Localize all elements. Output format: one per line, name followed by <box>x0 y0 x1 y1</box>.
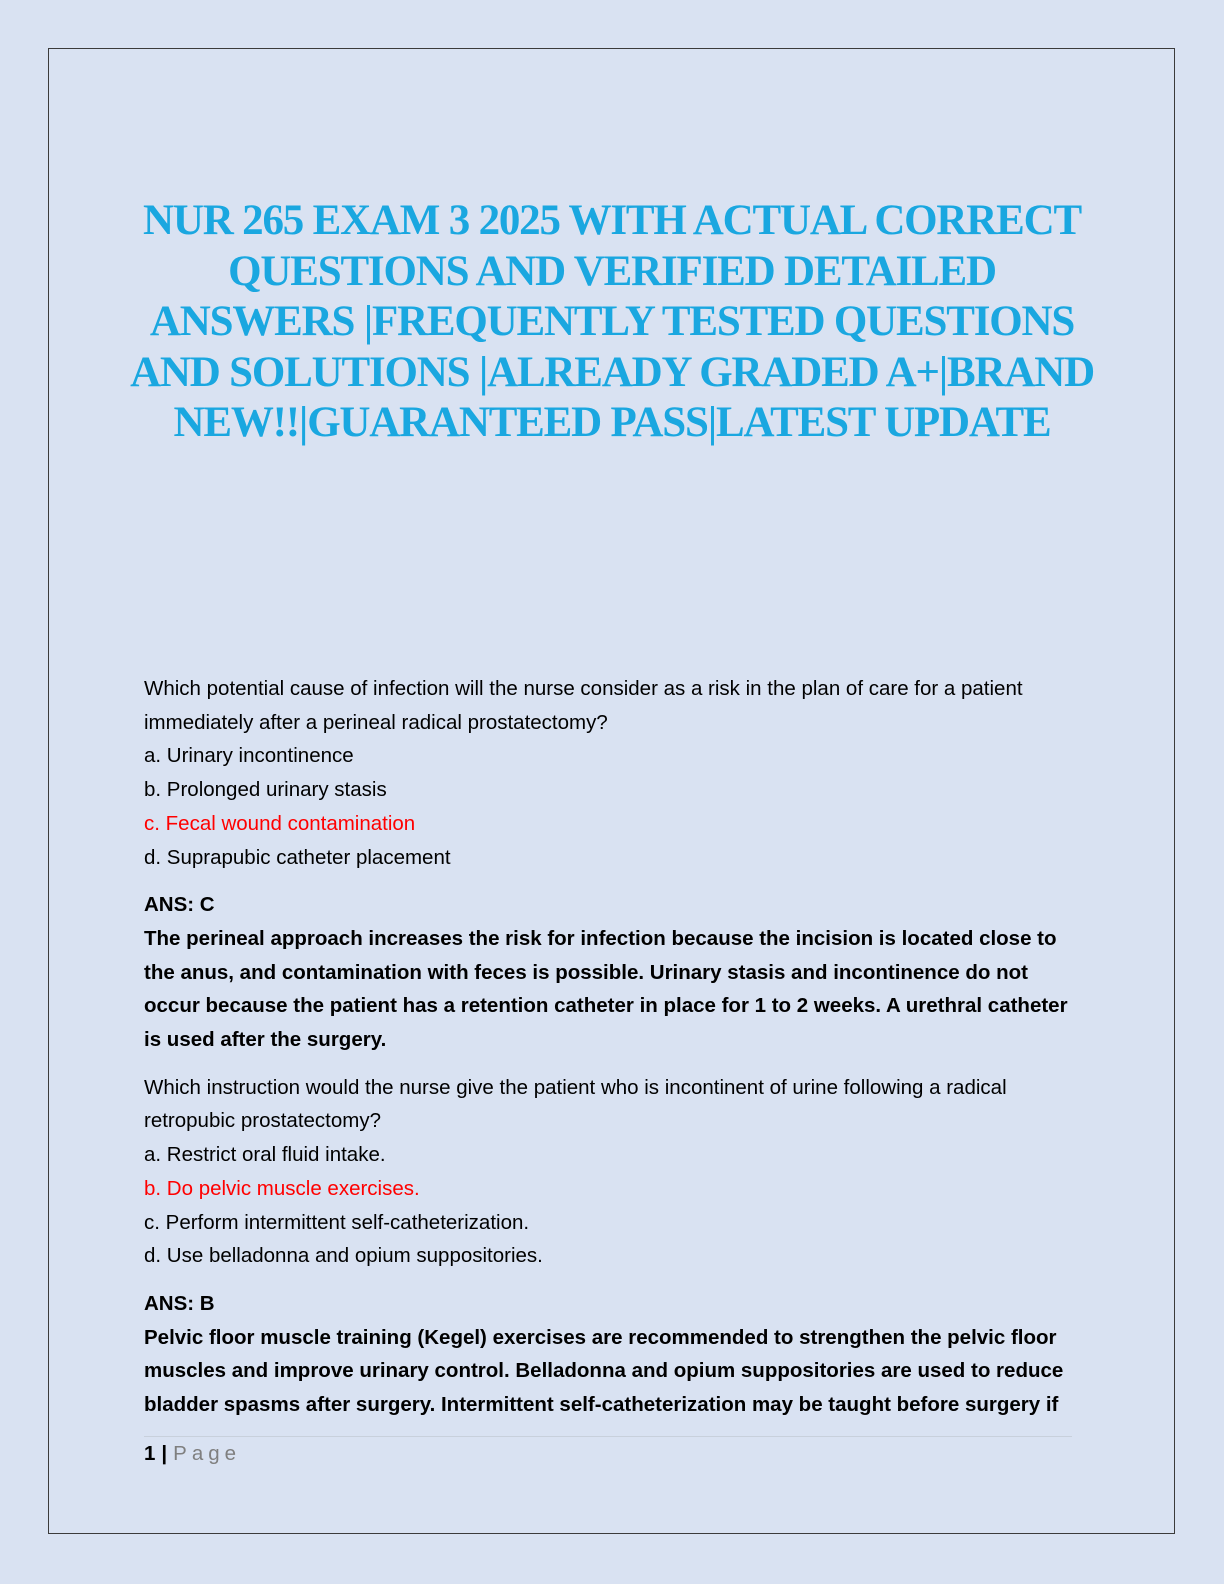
question-text: Which potential cause of infection will the nurse consider as a risk in the plan of care for a patient immediately after a perineal radical prostatectomy? <box>144 677 1023 734</box>
question-block <box>144 672 1084 1057</box>
document-body <box>144 672 1084 1422</box>
footer-divider <box>144 1436 1072 1437</box>
answer-rationale: Pelvic floor muscle training (Kegel) exercises are recommended to strengthen the pelvic floor muscles and improve urinary control. Belladonna and opium suppositories are used to reduce bladder spasms after surgery. Intermittent self-catheterization may be taught before surgery if <box>144 1325 1064 1417</box>
answer-option: d. Use belladonna and opium suppositories. <box>144 1244 543 1268</box>
answer-option: d. Suprapubic catheter placement <box>144 845 451 869</box>
answer-option: a. Urinary incontinence <box>144 744 354 768</box>
document-title: NUR 265 EXAM 3 2025 WITH ACTUAL CORRECT QUESTIONS AND VERIFIED DETAILED ANSWERS |FREQUENTLY TESTED QUESTIONS AND SOLUTIONS |ALREADY GRADED A+|BRAND NEW!!|GUARANTEED PASS|LATEST UPDATE <box>130 197 1094 446</box>
correct-answer-option: c. Fecal wound contamination <box>144 811 416 835</box>
answer-key: ANS: C <box>144 893 215 917</box>
page-footer <box>144 1441 241 1467</box>
answer-option: b. Prolonged urinary stasis <box>144 778 387 802</box>
answer-option: a. Restrict oral fluid intake. <box>144 1143 386 1167</box>
answer-option: c. Perform intermittent self-catheterization. <box>144 1210 530 1234</box>
question-text: Which instruction would the nurse give the patient who is incontinent of urine following a radical retropubic prostatectomy? <box>144 1075 1007 1133</box>
page-number: 1 <box>144 1442 156 1465</box>
page-label: Page <box>173 1442 242 1465</box>
answer-key: ANS: B <box>144 1291 215 1315</box>
correct-answer-option: b. Do pelvic muscle exercises. <box>144 1176 420 1200</box>
question-block <box>144 1071 1084 1422</box>
answer-rationale: The perineal approach increases the risk for infection because the incision is located close to the anus, and contamination with feces is possible. Urinary stasis and incontinence do not occur because the patient has a retention catheter in place for 1 to 2 weeks. A urethral catheter is used after the surgery. <box>144 926 1068 1052</box>
footer-separator: | <box>161 1442 168 1465</box>
